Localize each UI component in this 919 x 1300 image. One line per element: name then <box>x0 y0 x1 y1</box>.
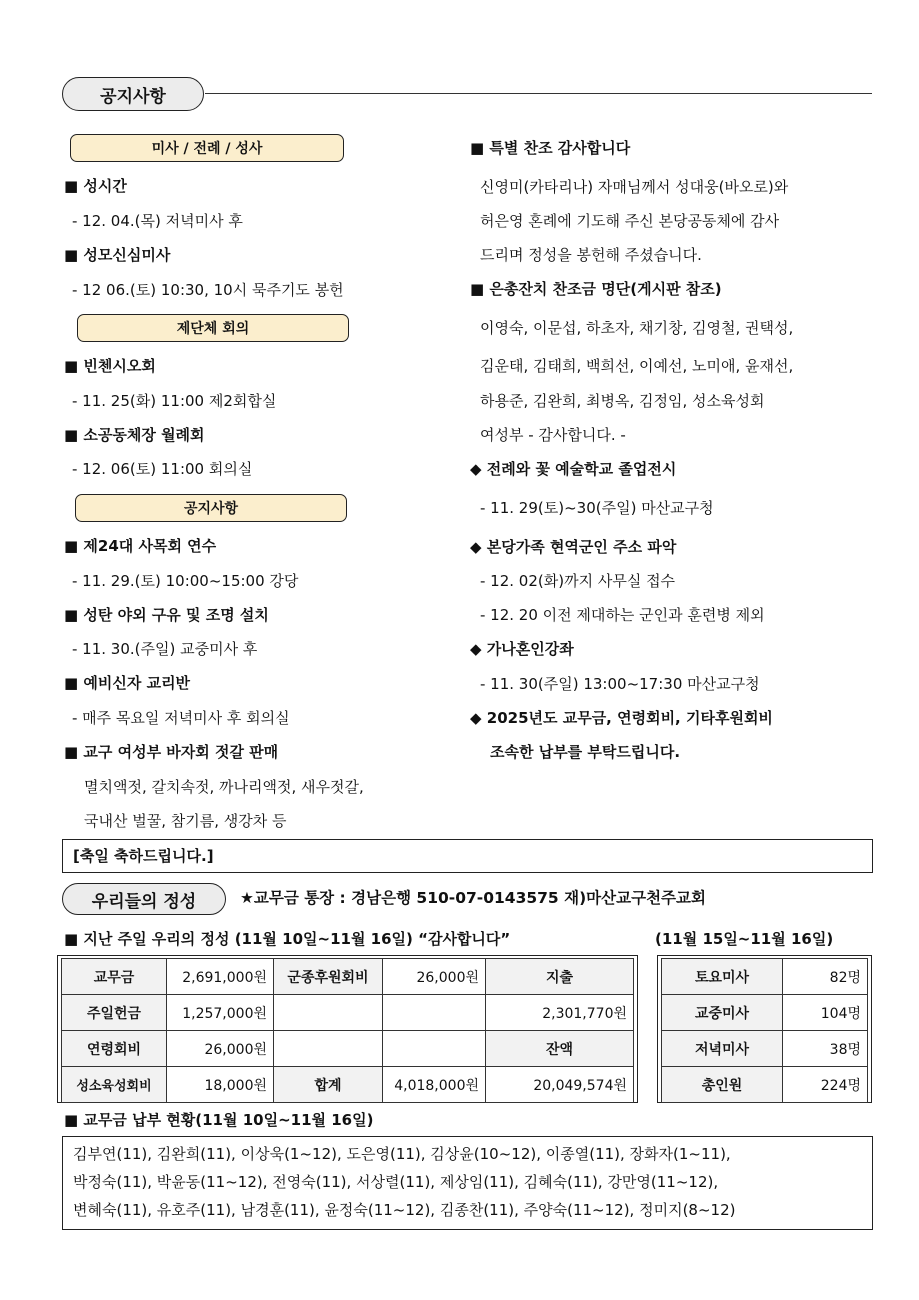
thanks-line: 허은영 혼례에 기도해 주신 본당공동체에 감사 <box>480 212 780 230</box>
dues-head: ◆ 2025년도 교무금, 연령회비, 기타후원회비 <box>470 709 773 727</box>
table-row <box>662 1031 868 1067</box>
account-info: ★교무금 통장 : 경남은행 510-07-0143575 재)마산교구천주교회 <box>240 889 706 907</box>
military-sub: - 12. 20 이전 제대하는 군인과 훈련병 제외 <box>480 606 765 624</box>
dues-head: 조속한 납부를 부탁드립니다. <box>490 743 681 761</box>
table-cell: 성소육성회비 <box>62 1067 167 1103</box>
item-sub: - 11. 30.(주일) 교중미사 후 <box>72 640 258 658</box>
table-cell: 224명 <box>783 1067 868 1103</box>
table-cell: 잔액 <box>486 1031 634 1067</box>
table-row <box>662 995 868 1031</box>
item-head: ■ 제24대 사목회 연수 <box>64 537 217 555</box>
table-row <box>62 959 634 995</box>
item-head: ■ 성탄 야외 구유 및 조명 설치 <box>64 606 269 624</box>
item-head: ■ 교구 여성부 바자회 젓갈 판매 <box>64 743 279 761</box>
donor-line: 이영숙, 이문섭, 하초자, 채기창, 김영철, 권택성, <box>480 319 794 337</box>
item-sub: 국내산 벌꿀, 참기름, 생강차 등 <box>84 812 287 830</box>
donor-line: 하용준, 김완희, 최병옥, 김정임, 성소육성회 <box>480 392 765 410</box>
table-cell: 1,257,000원 <box>167 995 274 1031</box>
offering-title: 우리들의 정성 <box>62 883 226 915</box>
table-row <box>662 1067 868 1103</box>
section-mass: 미사 / 전례 / 성사 <box>70 134 344 162</box>
table-cell <box>274 995 383 1031</box>
thanks-head: ■ 특별 찬조 감사합니다 <box>470 139 631 157</box>
section-notices: 공지사항 <box>75 494 347 522</box>
table-cell: 주일헌금 <box>62 995 167 1031</box>
table-cell: 18,000원 <box>167 1067 274 1103</box>
birthday-text: [축일 축하드립니다.] <box>73 847 214 865</box>
table-cell: 38명 <box>783 1031 868 1067</box>
table-row <box>62 1031 634 1067</box>
item-head: ■ 빈첸시오회 <box>64 357 156 375</box>
table-cell: 20,049,574원 <box>486 1067 634 1103</box>
table-cell: 2,691,000원 <box>167 959 274 995</box>
birthday-box <box>62 839 873 873</box>
military-sub: - 12. 02(화)까지 사무실 접수 <box>480 572 676 590</box>
cana-head: ◆ 가나혼인강좌 <box>470 640 574 658</box>
header-rule <box>205 93 872 94</box>
table-cell: 교무금 <box>62 959 167 995</box>
table-cell: 2,301,770원 <box>486 995 634 1031</box>
table-cell <box>274 1031 383 1067</box>
military-head: ◆ 본당가족 현역군인 주소 파악 <box>470 538 677 556</box>
item-head: ■ 성모신심미사 <box>64 246 171 264</box>
donor-line: 김운태, 김태희, 백희선, 이예선, 노미애, 윤재선, <box>480 357 794 375</box>
offering-table <box>61 958 634 1103</box>
item-sub: - 12. 04.(목) 저녁미사 후 <box>72 212 243 230</box>
art-head: ◆ 전례와 꽃 예술학교 졸업전시 <box>470 460 677 478</box>
notice-title: 공지사항 <box>62 77 204 111</box>
section-meetings: 제단체 회의 <box>77 314 349 342</box>
table-cell: 지출 <box>486 959 634 995</box>
table-cell: 4,018,000원 <box>383 1067 486 1103</box>
table-cell: 합계 <box>274 1067 383 1103</box>
payments-line: 김부연(11), 김완희(11), 이상욱(1~12), 도은영(11), 김상윤(10~12), 이종열(11), 장화자(1~11), <box>73 1145 731 1163</box>
item-sub: - 12 06.(토) 10:30, 10시 묵주기도 봉헌 <box>72 281 344 299</box>
payments-line: 변혜숙(11), 유호주(11), 남경훈(11), 윤정숙(11~12), 김종찬(11), 주양숙(11~12), 정미지(8~12) <box>73 1201 736 1219</box>
item-head: ■ 예비신자 교리반 <box>64 674 191 692</box>
table-row <box>62 995 634 1031</box>
item-head: ■ 성시간 <box>64 177 127 195</box>
table-cell: 26,000원 <box>167 1031 274 1067</box>
table-cell: 총인원 <box>662 1067 783 1103</box>
donor-line: 여성부 - 감사합니다. - <box>480 426 626 444</box>
table-row <box>662 959 868 995</box>
table-cell: 104명 <box>783 995 868 1031</box>
table-cell: 26,000원 <box>383 959 486 995</box>
attendance-table <box>661 958 868 1103</box>
table-cell: 교중미사 <box>662 995 783 1031</box>
table-cell <box>383 1031 486 1067</box>
table-cell: 저녁미사 <box>662 1031 783 1067</box>
attendance-head: (11월 15일~11월 16일) <box>655 930 834 948</box>
table-cell: 토요미사 <box>662 959 783 995</box>
item-head: ■ 소공동체장 월례회 <box>64 426 205 444</box>
thanks-line: 신영미(카타리나) 자매님께서 성대웅(바오로)와 <box>480 178 789 196</box>
table-cell: 82명 <box>783 959 868 995</box>
thanks-line: 드리며 정성을 봉헌해 주셨습니다. <box>480 246 702 264</box>
payments-box <box>62 1136 873 1230</box>
table-cell: 군종후원회비 <box>274 959 383 995</box>
item-sub: - 11. 25(화) 11:00 제2회합실 <box>72 392 277 410</box>
table-cell <box>383 995 486 1031</box>
item-sub: - 12. 06(토) 11:00 회의실 <box>72 460 253 478</box>
item-sub: - 11. 29.(토) 10:00~15:00 강당 <box>72 572 299 590</box>
art-sub: - 11. 29(토)~30(주일) 마산교구청 <box>480 499 714 517</box>
payments-line: 박정숙(11), 박윤동(11~12), 전영숙(11), 서상렬(11), 제상임(11), 김혜숙(11), 강만영(11~12), <box>73 1173 719 1191</box>
item-sub: - 매주 목요일 저녁미사 후 회의실 <box>72 709 290 727</box>
item-sub: 멸치액젓, 갈치속젓, 까나리액젓, 새우젓갈, <box>84 778 364 796</box>
cana-sub: - 11. 30(주일) 13:00~17:30 마산교구청 <box>480 675 760 693</box>
table-cell: 연령회비 <box>62 1031 167 1067</box>
payments-head: ■ 교무금 납부 현황(11월 10일~11월 16일) <box>64 1111 374 1129</box>
week-head: ■ 지난 주일 우리의 정성 (11월 10일~11월 16일) “감사합니다” <box>64 930 511 948</box>
donor-head: ■ 은총잔치 찬조금 명단(게시판 참조) <box>470 280 722 298</box>
table-row <box>62 1067 634 1103</box>
